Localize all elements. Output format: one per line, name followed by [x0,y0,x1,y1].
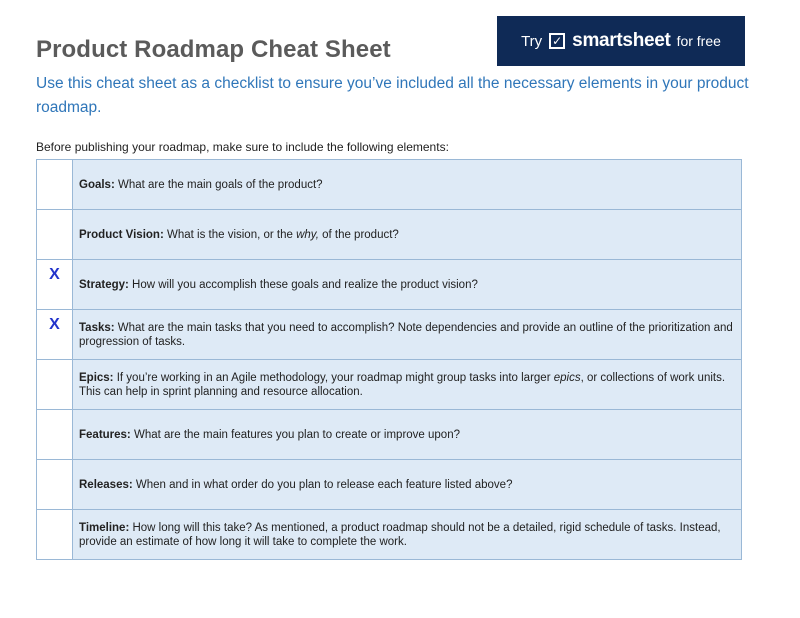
item-label: Tasks: [79,321,115,334]
item-description-end: , or collections of work units. This can help in sprint planning and resource allocation. [79,371,726,398]
item-description: When and in what order do you plan to release each feature listed above? [132,478,513,491]
item-description: If you’re working in an Agile methodology, your roadmap might group tasks into larger [113,371,554,384]
checklist-item-text [73,210,742,260]
item-description: How will you accomplish these goals and realize the product vision? [128,278,478,291]
checklist-checkbox[interactable] [37,210,73,260]
smartsheet-banner-button[interactable] [497,16,745,66]
checklist-item-text [73,160,742,210]
checklist-row-releases [37,460,742,510]
checkbox-icon: ✓ [549,33,565,49]
intro-text: Before publishing your roadmap, make sure to include the following elements: [36,140,449,154]
item-description: How long will this take? As mentioned, a product roadmap should not be a detailed, rigid schedule of tasks. Instead, provide an estimate of how long it will take to complete the work. [79,521,721,548]
item-label: Releases: [79,478,133,491]
item-label: Epics: [79,371,114,384]
checklist-table [36,159,742,560]
checklist-checkbox[interactable] [37,510,73,560]
item-description: What is the vision, or the [163,228,297,241]
checklist-row-product-vision [37,210,742,260]
checklist-item-text [73,260,742,310]
item-label: Features: [79,428,131,441]
checklist-checkbox[interactable] [37,310,73,360]
item-emphasis: epics [553,371,581,384]
banner-brand-text: smartsheet [572,30,671,51]
checklist-item-text [73,360,742,410]
item-description: What are the main features you plan to create or improve upon? [130,428,460,441]
checklist-checkbox[interactable] [37,160,73,210]
item-description: What are the main goals of the product? [114,178,323,191]
checklist-checkbox[interactable] [37,410,73,460]
check-mark: X [49,316,60,333]
checklist-row-features [37,410,742,460]
banner-try-text: Try [521,32,543,50]
checklist-row-epics [37,360,742,410]
banner-for-free-text: for free [676,33,721,49]
page-title: Product Roadmap Cheat Sheet [36,36,391,63]
checklist-checkbox[interactable] [37,360,73,410]
item-label: Timeline: [79,521,130,534]
checklist-row-goals [37,160,742,210]
checklist-row-timeline [37,510,742,560]
item-description-end: of the product? [318,228,399,241]
checklist-item-text [73,410,742,460]
item-label: Product Vision: [79,228,164,241]
checklist-item-text [73,460,742,510]
checklist-item-text [73,510,742,560]
checklist-item-text [73,310,742,360]
check-mark: X [49,266,60,283]
checklist-checkbox[interactable] [37,260,73,310]
item-label: Strategy: [79,278,129,291]
item-label: Goals: [79,178,115,191]
checklist-row-tasks [37,310,742,360]
page-subtitle: Use this cheat sheet as a checklist to ensure you’ve included all the necessary elements in your product roadmap. [36,75,749,116]
checklist-checkbox[interactable] [37,460,73,510]
checklist-row-strategy [37,260,742,310]
item-description: What are the main tasks that you need to accomplish? Note dependencies and provide an outline of the prioritization and progression of tasks. [79,321,733,348]
item-emphasis: why, [296,228,319,241]
